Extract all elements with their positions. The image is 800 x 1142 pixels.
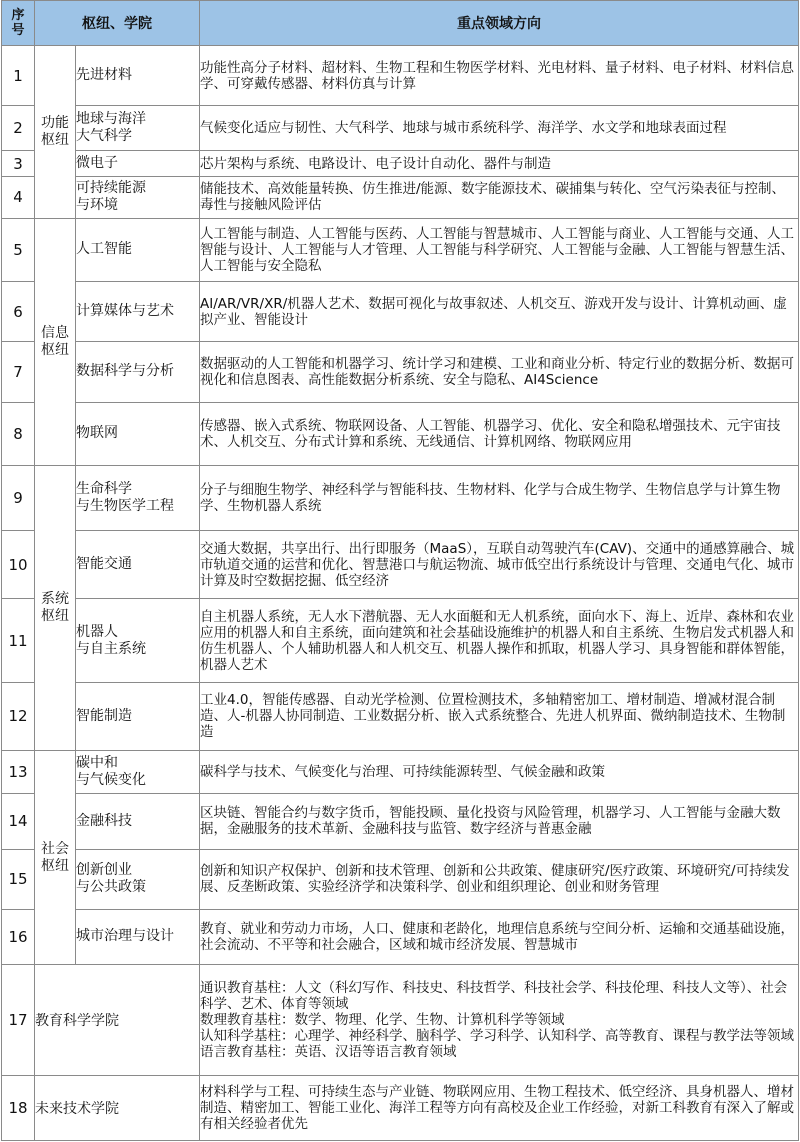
row-number: 13	[2, 751, 35, 794]
focus-areas: 数据驱动的人工智能和机器学习、统计学习和建模、工业和商业分析、特定行业的数据分析、数据可视化和信息图表、高性能数据分析系统、安全与隐私、AI4Science	[200, 342, 799, 402]
table-row	[2, 282, 799, 342]
table-row	[2, 794, 799, 849]
table-row	[2, 46, 799, 106]
table-row	[2, 151, 799, 176]
institute-name: 微电子	[76, 151, 200, 176]
focus-areas: 自主机器人系统，无人水下潜航器、无人水面艇和无人机系统，面向水下、海上、近岸、森林和农业应用的机器人和自主系统，面向建筑和社会基础设施维护的机器人和自主系统、生物启发式机器人和仿生机器人、个人辅助机器人和人机交互、机器人操作和抓取，机器人学习、具身智能和群体智能，机器人艺术	[200, 599, 799, 682]
header-hub-college: 枢纽、学院	[35, 1, 200, 46]
table-row	[2, 176, 799, 218]
institute-name: 碳中和 与气候变化	[76, 751, 200, 794]
focus-pillar-line: 通识教育基柱：人文（科幻写作、科技史、科技哲学、科技社会学、科技伦理、科技人文等）、社会科学、艺术、体育等领域	[200, 979, 788, 1012]
focus-areas: 碳科学与技术、气候变化与治理、可持续能源转型、气候金融和政策	[200, 751, 799, 794]
institute-name: 地球与海洋 大气科学	[76, 106, 200, 151]
row-number: 14	[2, 794, 35, 849]
research-areas-table	[1, 0, 799, 1141]
row-number: 3	[2, 151, 35, 176]
hub-society: 社会 枢纽	[35, 751, 76, 965]
row-number: 5	[2, 218, 35, 281]
table-row	[2, 751, 799, 794]
institute-name: 创新创业 与公共政策	[76, 849, 200, 909]
table-row	[2, 218, 799, 281]
focus-areas: 传感器、嵌入式系统、物联网设备、人工智能、机器学习、优化、安全和隐私增强技术、元宇宙技术、人机交互、分布式计算和系统、无线通信、计算机网络、物联网应用	[200, 402, 799, 465]
row-number: 15	[2, 849, 35, 909]
focus-areas: 工业4.0，智能传感器、自动光学检测、位置检测技术，多轴精密加工、增材制造、增减材混合制造、人-机器人协同制造、工业数据分析、嵌入式系统整合、先进人机界面、微纳制造技术、生物制造	[200, 682, 799, 750]
college-name: 教育科学学院	[35, 965, 200, 1076]
row-number: 4	[2, 176, 35, 218]
institute-name: 可持续能源 与环境	[76, 176, 200, 218]
table-row	[2, 682, 799, 750]
row-number: 9	[2, 465, 35, 530]
focus-areas: 分子与细胞生物学、神经科学与智能科技、生物材料、化学与合成生物学、生物信息学与计算生物学、生物机器人系统	[200, 465, 799, 530]
header-serial-number: 序号	[2, 1, 35, 46]
hub-info: 信息 枢纽	[35, 218, 76, 465]
focus-areas: 交通大数据，共享出行、出行即服务（MaaS），互联自动驾驶汽车(CAV)、交通中的通感算融合、城市轨道交通的运营和优化、智慧港口与航运物流、城市低空出行系统设计与管理、交通电气化、城市计算及时空数据挖掘、低空经济	[200, 531, 799, 599]
row-number: 11	[2, 599, 35, 682]
institute-name: 生命科学 与生物医学工程	[76, 465, 200, 530]
institute-name: 先进材料	[76, 46, 200, 106]
focus-areas: 芯片架构与系统、电路设计、电子设计自动化、器件与制造	[200, 151, 799, 176]
header-focus-areas: 重点领域方向	[200, 1, 799, 46]
focus-areas	[200, 965, 799, 1076]
institute-name: 机器人 与自主系统	[76, 599, 200, 682]
table-row	[2, 465, 799, 530]
row-number: 8	[2, 402, 35, 465]
focus-pillar-line: 语言教育基柱：英语、汉语等语言教育领域	[200, 1043, 457, 1060]
focus-areas: AI/AR/VR/XR/机器人艺术、数据可视化与故事叙述、人机交互、游戏开发与设计、计算机动画、虚拟产业、智能设计	[200, 282, 799, 342]
institute-name: 城市治理与设计	[76, 909, 200, 964]
table-row	[2, 909, 799, 964]
row-number: 7	[2, 342, 35, 402]
institute-name: 智能交通	[76, 531, 200, 599]
row-number: 10	[2, 531, 35, 599]
table-row	[2, 531, 799, 599]
row-number: 1	[2, 46, 35, 106]
row-number: 18	[2, 1075, 35, 1140]
table-row	[2, 402, 799, 465]
row-number: 2	[2, 106, 35, 151]
institute-name: 物联网	[76, 402, 200, 465]
table-row	[2, 342, 799, 402]
institute-name: 金融科技	[76, 794, 200, 849]
focus-areas: 气候变化适应与韧性、大气科学、地球与城市系统科学、海洋学、水文学和地球表面过程	[200, 106, 799, 151]
institute-name: 人工智能	[76, 218, 200, 281]
table-row	[2, 849, 799, 909]
row-number: 6	[2, 282, 35, 342]
focus-areas: 功能性高分子材料、超材料、生物工程和生物医学材料、光电材料、量子材料、电子材料、材料信息学、可穿戴传感器、材料仿真与计算	[200, 46, 799, 106]
row-number: 17	[2, 965, 35, 1076]
focus-areas: 区块链、智能合约与数字货币，智能投顾、量化投资与风险管理，机器学习、人工智能与金融大数据，金融服务的技术革新、金融科技与监管、数字经济与普惠金融	[200, 794, 799, 849]
hub-function: 功能 枢纽	[35, 46, 76, 219]
focus-areas: 储能技术、高效能量转换、仿生推进/能源、数字能源技术、碳捕集与转化、空气污染表征与控制、毒性与接触风险评估	[200, 176, 799, 218]
hub-system: 系统 枢纽	[35, 465, 76, 750]
focus-areas: 材料科学与工程、可持续生态与产业链、物联网应用、生物工程技术、低空经济、具身机器人、增材制造、精密加工、智能工业化、海洋工程等方向有高校及企业工作经验，对新工科教育有深入了解或有相关经验者优先	[200, 1075, 799, 1140]
institute-name: 数据科学与分析	[76, 342, 200, 402]
focus-pillar-line: 数理教育基柱：数学、物理、化学、生物、计算机科学等领域	[200, 1011, 565, 1028]
institute-name: 智能制造	[76, 682, 200, 750]
table-row	[2, 599, 799, 682]
focus-areas: 教育、就业和劳动力市场，人口、健康和老龄化，地理信息系统与空间分析、运输和交通基础设施，社会流动、不平等和社会融合，区域和城市经济发展、智慧城市	[200, 909, 799, 964]
table-header-row	[2, 1, 799, 46]
table-row	[2, 1075, 799, 1140]
table-row	[2, 106, 799, 151]
focus-areas: 人工智能与制造、人工智能与医药、人工智能与智慧城市、人工智能与商业、人工智能与交通、人工智能与设计、人工智能与人才管理、人工智能与科学研究、人工智能与金融、人工智能与智慧生活、人工智能与安全隐私	[200, 218, 799, 281]
college-name: 未来技术学院	[35, 1075, 200, 1140]
institute-name: 计算媒体与艺术	[76, 282, 200, 342]
row-number: 16	[2, 909, 35, 964]
table-row	[2, 965, 799, 1076]
focus-areas: 创新和知识产权保护、创新和技术管理、创新和公共政策、健康研究/医疗政策、环境研究/可持续发展、反垄断政策、实验经济学和决策科学、创业和组织理论、创业和财务管理	[200, 849, 799, 909]
focus-pillar-line: 认知科学基柱：心理学、神经科学、脑科学、学习科学、认知科学、高等教育、课程与教学法等领域	[200, 1027, 794, 1044]
row-number: 12	[2, 682, 35, 750]
